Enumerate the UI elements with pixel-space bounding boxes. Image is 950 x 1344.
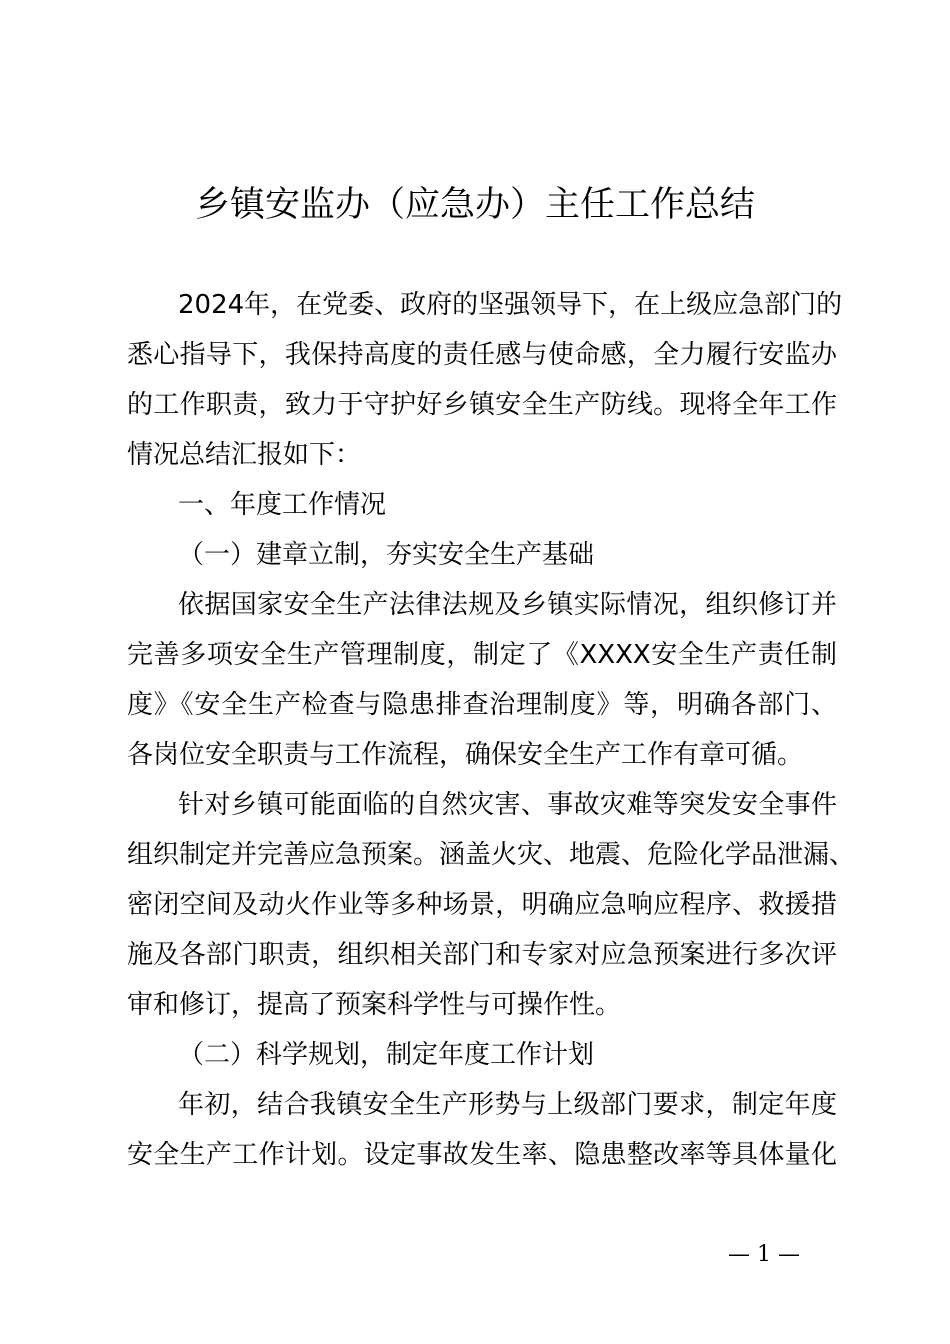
intro-line: 情况总结汇报如下： [127,440,362,470]
page-number: — 1 — [728,1242,800,1267]
intro-line: 2024年，在党委、政府的坚强领导下，在上级应急部门的 [178,290,843,320]
intro-line: 悉心指导下，我保持高度的责任感与使命感，全力履行安监办 [127,340,837,370]
paragraph-line: 针对乡镇可能面临的自然灾害、事故灾难等突发安全事件 [178,790,837,820]
paragraph-line: 审和修订，提高了预案科学性与可操作性。 [127,990,622,1020]
paragraph-line: 完善多项安全生产管理制度，制定了《XXXX安全生产责任制 [127,640,837,670]
document-title: 乡镇安监办（应急办）主任工作总结 [194,185,755,225]
paragraph-line: 密闭空间及动火作业等多种场景，明确应急响应程序、救援措 [127,890,837,920]
paragraph-line: 依据国家安全生产法律法规及乡镇实际情况，组织修订并 [178,590,837,620]
subsection-heading: （二）科学规划，制定年度工作计划 [178,1040,595,1070]
intro-line: 的工作职责，致力于守护好乡镇安全生产防线。现将全年工作 [127,390,837,420]
paragraph-line: 各岗位安全职责与工作流程，确保安全生产工作有章可循。 [127,740,804,770]
paragraph-line: 施及各部门职责，组织相关部门和专家对应急预案进行多次评 [127,940,837,970]
subsection-heading: （一）建章立制，夯实安全生产基础 [178,540,595,570]
paragraph-line: 年初，结合我镇安全生产形势与上级部门要求，制定年度 [178,1090,837,1120]
paragraph-line: 安全生产工作计划。设定事故发生率、隐患整改率等具体量化 [127,1140,837,1170]
section-heading: 一、年度工作情况 [178,490,387,520]
paragraph-line: 度》《安全生产检查与隐患排查治理制度》等，明确各部门、 [127,690,837,720]
paragraph-line: 组织制定并完善应急预案。涵盖火灾、地震、危险化学品泄漏、 [127,840,856,870]
